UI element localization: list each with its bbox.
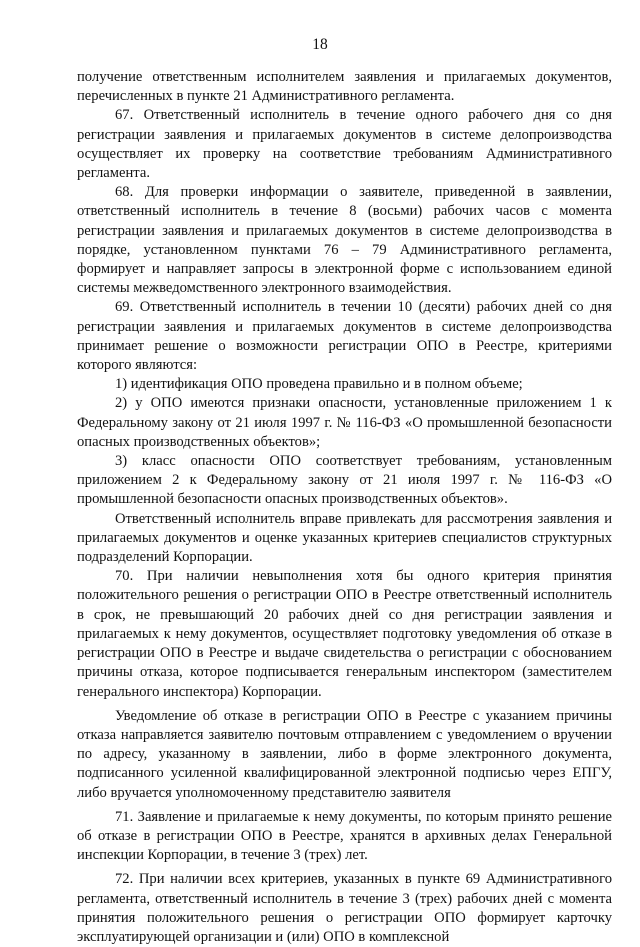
paragraph-refusal-notice: Уведомление об отказе в регистрации ОПО в Реестре с указанием причины отказа направляется заявителю почтовым отправлением с уведомлением о вручении по адресу, указанному в заявлении, либо в форме электронного документа, подписанного усиленной квалифицированной электронной подписью через ЕПГУ, либо вручается уполномоченному представителю заявителя xyxy=(77,707,612,801)
criterion-3: 3) класс опасности ОПО соответствует требованиям, установленным приложением 2 к Федеральному закону от 21 июля 1997 г. № 116-ФЗ «О промышленной безопасности опасных производственных объектов». xyxy=(77,453,612,508)
paragraph-71: 71. Заявление и прилагаемые к нему документы, по которым принято решение об отказе в регистрации ОПО в Реестре, хранятся в архивных делах Генеральной инспекции Корпорации, в течение 3 (трех) лет. xyxy=(77,808,612,864)
paragraph-67: 67. Ответственный исполнитель в течение одного рабочего дня со дня регистрации заявления и прилагаемых документов в системе делопроизводства осуществляет их проверку на соответствие требованиям Административного регламента. xyxy=(77,107,612,182)
criterion-2: 2) у ОПО имеются признаки опасности, установленные приложением 1 к Федеральному закону от 21 июля 1997 г. № 116-ФЗ «О промышленной безопасности опасных производственных объектов»; xyxy=(77,395,612,450)
document-body xyxy=(77,68,612,947)
paragraph-70: 70. При наличии невыполнения хотя бы одного критерия принятия положительного решения о регистрации ОПО в Реестре ответственный исполнитель в срок, не превышающий 20 рабочих дней со дня регистрации заявления и прилагаемых к нему документов, осуществляет подготовку уведомления об отказе в регистрации ОПО в Реестре и выдаче свидетельства о регистрации с обоснованием причины отказа, которое подписывается генеральным инспектором (заместителем генерального инспектора) Корпорации. xyxy=(77,568,612,700)
paragraph-continuation: получение ответственным исполнителем заявления и прилагаемых документов, перечисленных в пункте 21 Административного регламента. xyxy=(77,69,612,105)
paragraph-72: 72. При наличии всех критериев, указанных в пункте 69 Административного регламента, ответственный исполнитель в течение 3 (трех) рабочих дней с момента принятия положительного решения о регистрации ОПО формирует карточку эксплуатирующей организации и (или) ОПО в комплексной xyxy=(77,871,612,945)
paragraph-68: 68. Для проверки информации о заявителе, приведенной в заявлении, ответственный исполнитель в течение 8 (восьми) рабочих часов с момента регистрации заявления и прилагаемых документов в системе делопроизводства в порядке, установленном пунктами 76 – 79 Административного регламента, формирует и направляет запросы в электронной форме с использованием единой системы межведомственного электронного взаимодействия. xyxy=(77,184,612,297)
page-number: 18 xyxy=(312,36,328,53)
criterion-1: 1) идентификация ОПО проведена правильно и в полном объеме; xyxy=(115,376,523,393)
paragraph-69: 69. Ответственный исполнитель в течении 10 (десяти) рабочих дней со дня регистрации заявления и прилагаемых документов в системе делопроизводства принимает решение о возможности регистрации ОПО в Реестре, критериями которого являются: xyxy=(77,299,612,374)
paragraph-specialists: Ответственный исполнитель вправе привлекать для рассмотрения заявления и прилагаемых документов и оценке указанных критериев специалистов структурных подразделений Корпорации. xyxy=(77,510,612,566)
